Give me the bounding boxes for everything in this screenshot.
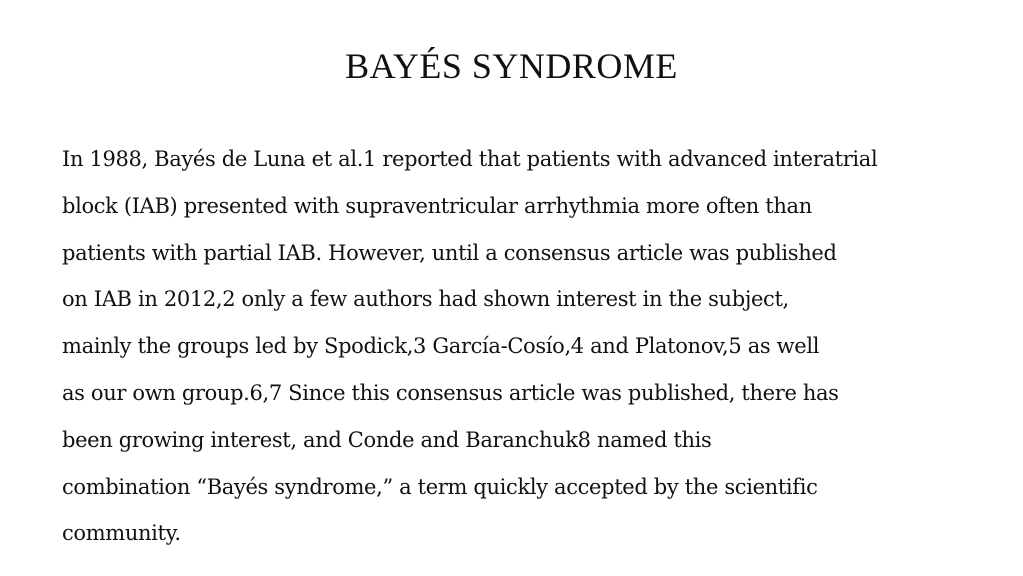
paragraph-line: patients with partial IAB. However, until a consensus article was published bbox=[62, 240, 837, 265]
body-paragraph bbox=[62, 136, 1015, 557]
paragraph-line: combination “Bayés syndrome,” a term quickly accepted by the scientific bbox=[62, 474, 818, 499]
slide-title: BAYÉS SYNDROME bbox=[345, 46, 678, 86]
paragraph-line: been growing interest, and Conde and Baranchuk8 named this bbox=[62, 427, 712, 452]
paragraph-line: community. bbox=[62, 521, 181, 546]
paragraph-line: In 1988, Bayés de Luna et al.1 reported that patients with advanced interatrial bbox=[62, 147, 878, 171]
paragraph-line: on IAB in 2012,2 only a few authors had shown interest in the subject, bbox=[62, 287, 789, 312]
paragraph-line: as our own group.6,7 Since this consensus article was published, there has bbox=[62, 380, 839, 405]
paragraph-line: mainly the groups led by Spodick,3 García-Cosío,4 and Platonov,5 as well bbox=[62, 334, 820, 359]
paragraph-line: block (IAB) presented with supraventricular arrhythmia more often than bbox=[62, 193, 812, 218]
